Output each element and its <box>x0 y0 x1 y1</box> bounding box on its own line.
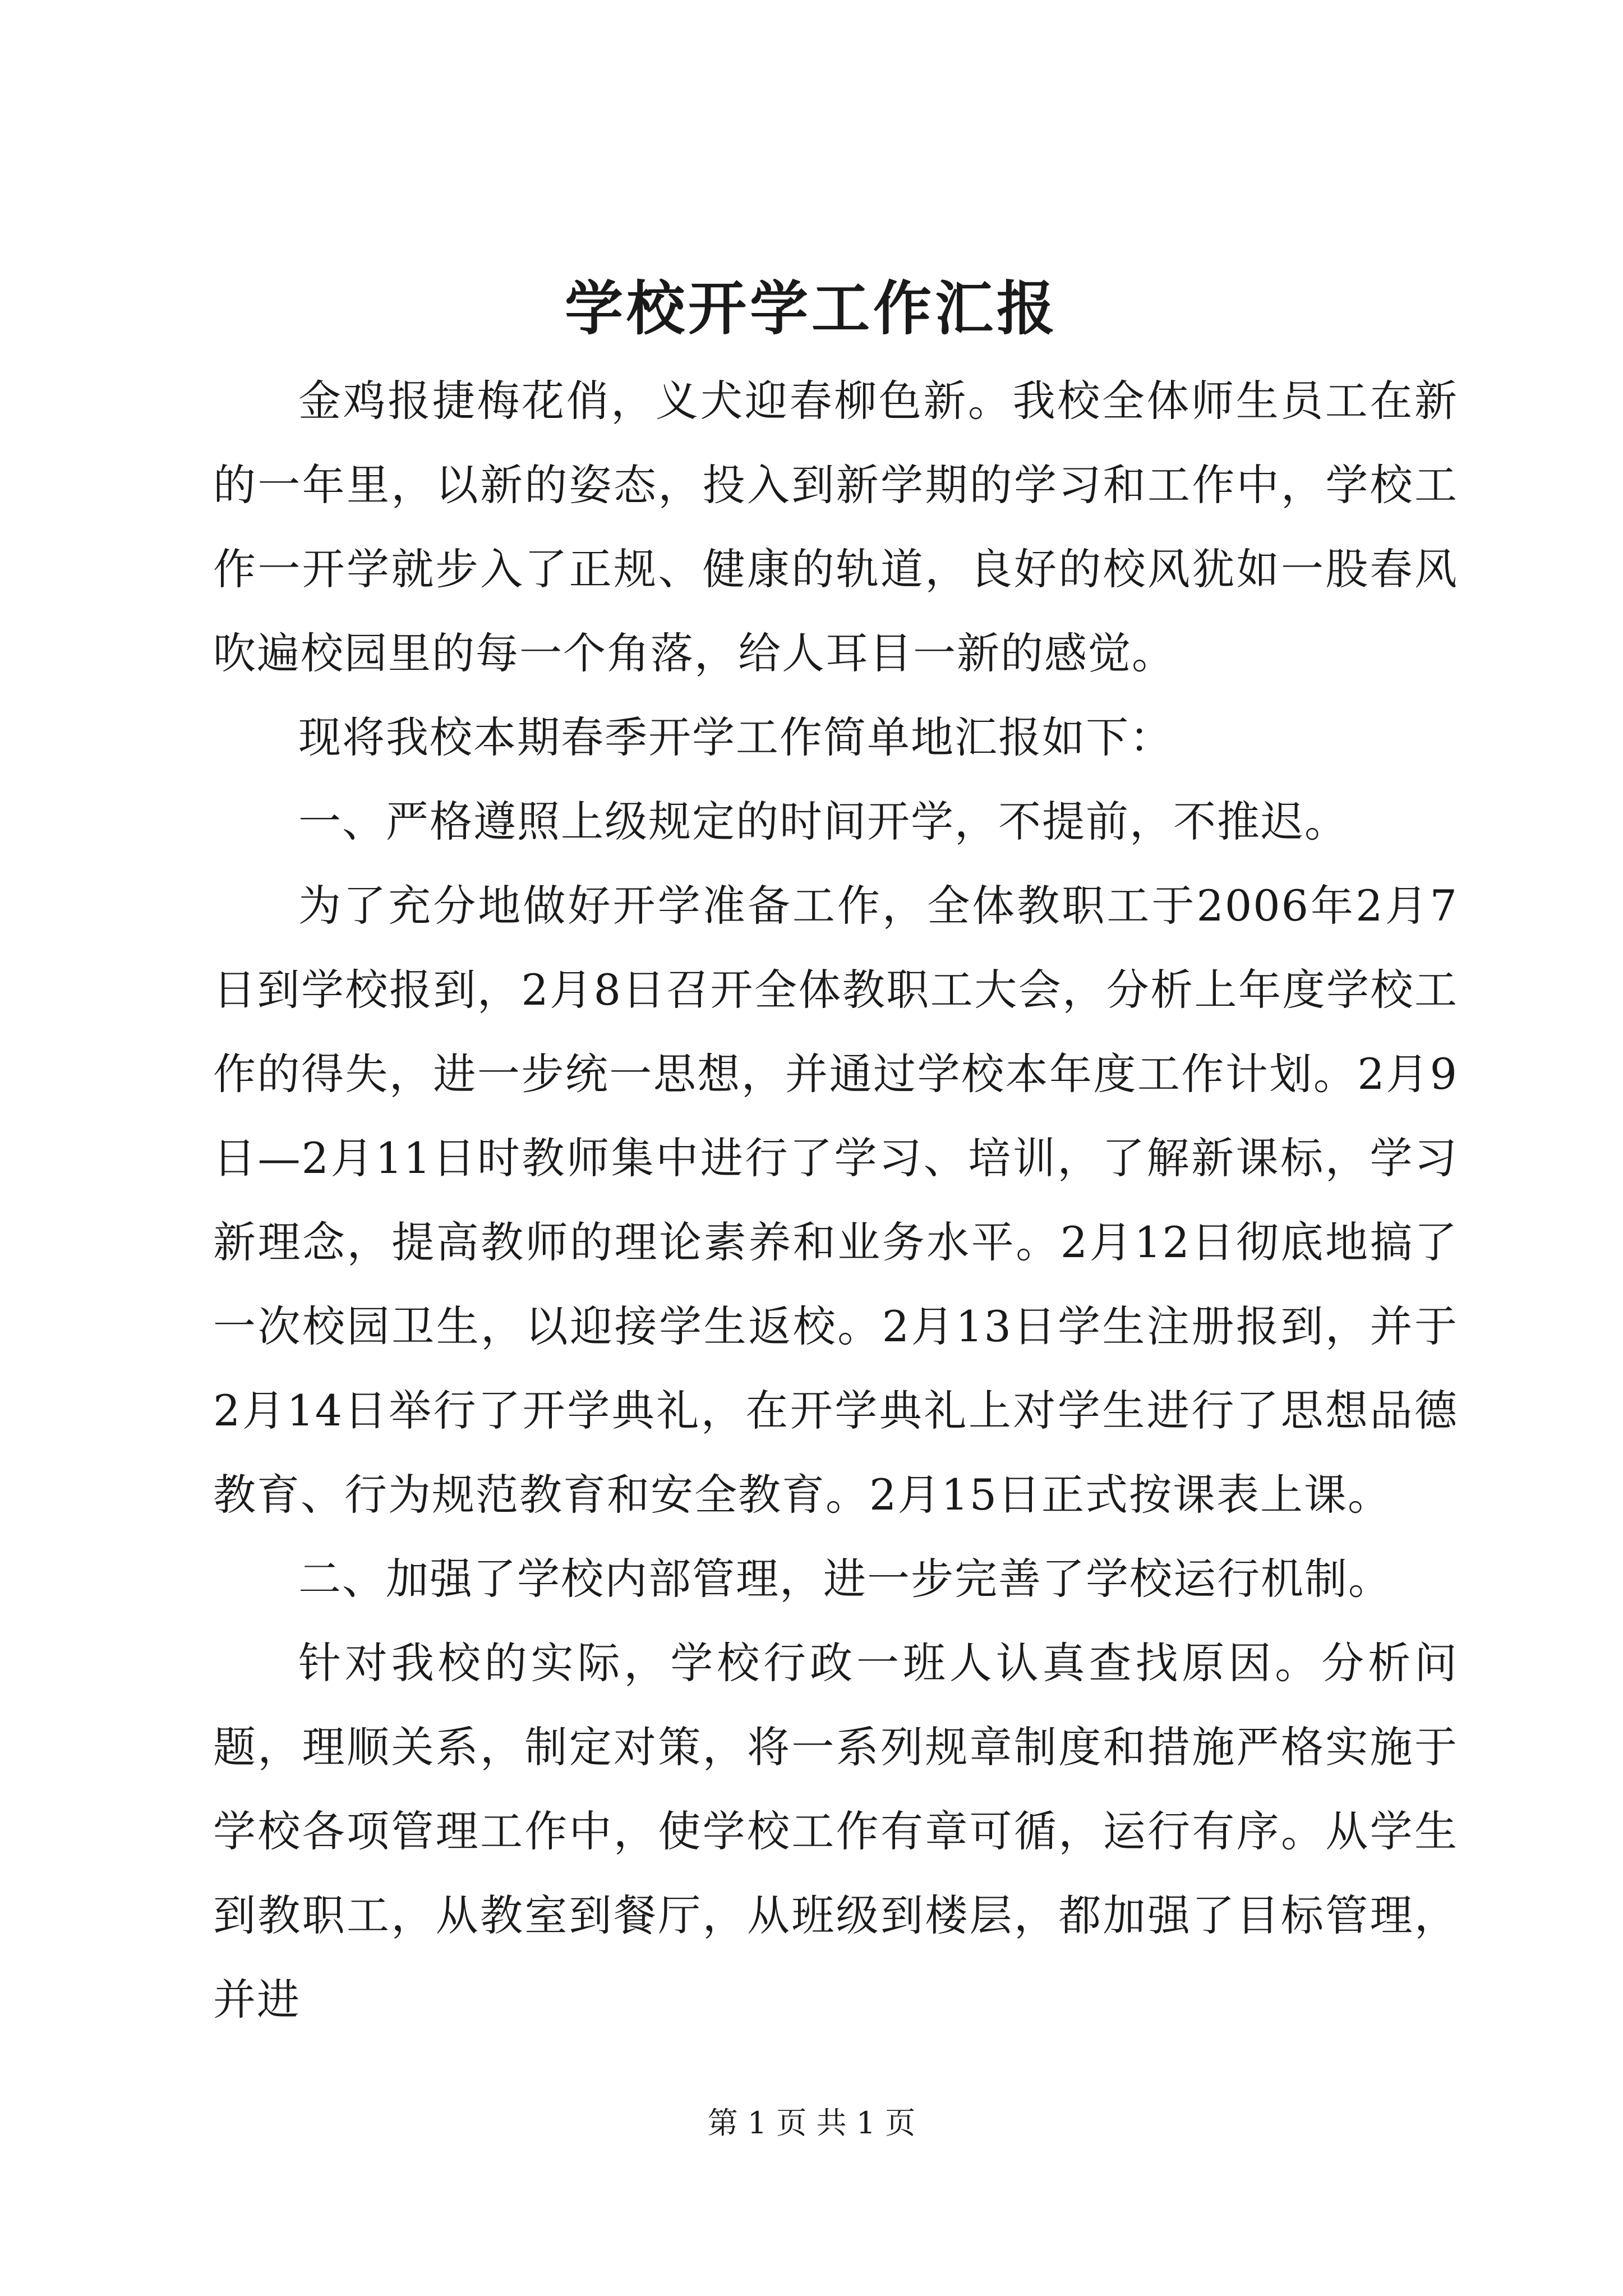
section-heading-2: 二、加强了学校内部管理，进一步完善了学校运行机制。 <box>298 1554 1392 1604</box>
paragraph-section-1: 为了充分地做好开学准备工作，全体教职工于2006年2月7日到学校报到，2月8日召开全体教职工大会，分析上年度学校工作的得失，进一步统一思想，并通过学校本年度工作计划。2月9日—2月11日时教师集中进行了学习、培训，了解新课标，学习新理念，提高教师的理论素养和业务水平。2月12日彻底地搞了一次校园卫生，以迎接学生返校。2月13日学生注册报到，并于2月14日举行了开学典礼，在开学典礼上对学生进行了思想品德教育、行为规范教育和安全教育。2月15日正式按课表上课。 <box>213 881 1458 1520</box>
paragraph-intro: 金鸡报捷梅花俏，义犬迎春柳色新。我校全体师生员工在新的一年里，以新的姿态，投入到新学期的学习和工作中，学校工作一开学就步入了正规、健康的轨道，良好的校风犹如一股春风吹遍校园里的每一个角落，给人耳目一新的感觉。 <box>213 376 1458 678</box>
section-heading-1: 一、严格遵照上级规定的时间开学，不提前，不推迟。 <box>298 797 1348 846</box>
document-title: 学校开学工作汇报 <box>564 274 1058 343</box>
page-footer: 第 1 页 共 1 页 <box>707 2105 916 2141</box>
paragraph-section-2: 针对我校的实际，学校行政一班人认真查找原因。分析问题，理顺关系，制定对策，将一系列规章制度和措施严格实施于学校各项管理工作中，使学校工作有章可循，运行有序。从学生到教职工，从教室到餐厅，从班级到楼层，都加强了目标管理，并进 <box>213 1638 1458 2024</box>
paragraph-summary-lead: 现将我校本期春季开学工作简单地汇报如下： <box>298 712 1173 762</box>
document-body <box>213 359 1458 2042</box>
